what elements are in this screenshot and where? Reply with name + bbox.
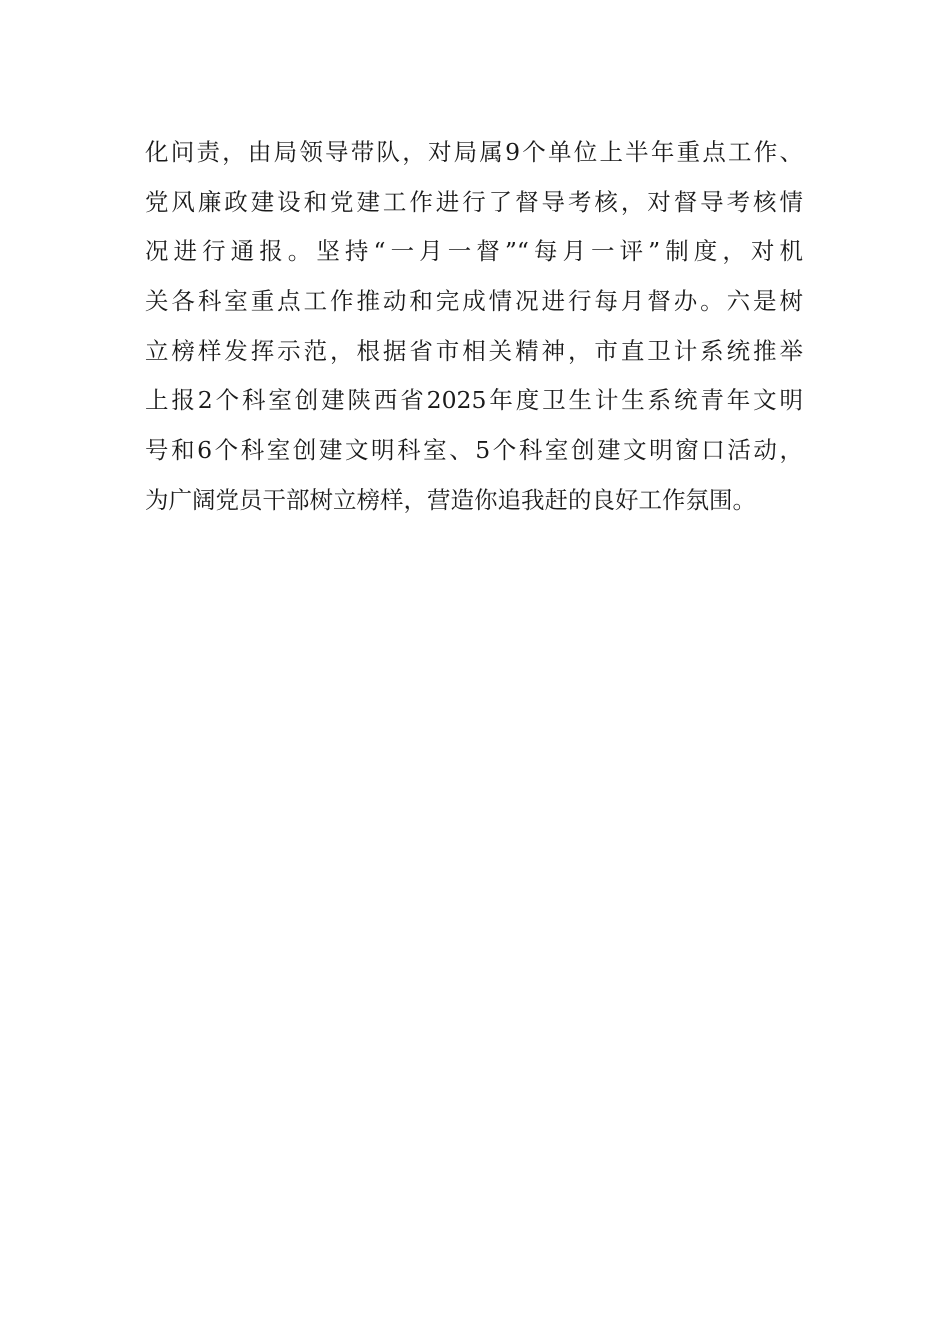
paragraph-line: 关各科室重点工作推动和完成情况进行每月督办。六是树 <box>145 287 803 316</box>
paragraph-line: 党风廉政建设和党建工作进行了督导考核，对督导考核情 <box>145 187 803 216</box>
body-paragraph <box>145 128 810 526</box>
paragraph-line: 上报2个科室创建陕西省2025年度卫生计生系统青年文明 <box>145 386 803 415</box>
paragraph-line: 立榜样发挥示范，根据省市相关精神，市直卫计系统推举 <box>145 336 803 365</box>
paragraph-line: 化问责，由局领导带队，对局属9个单位上半年重点工作、 <box>145 138 803 166</box>
paragraph-line: 况进行通报。坚持“一月一督”“每月一评”制度，对机 <box>145 237 803 266</box>
paragraph-line: 号和6个科室创建文明科室、5个科室创建文明窗口活动， <box>145 436 803 465</box>
paragraph-line: 为广阔党员干部树立榜样，营造你追我赶的良好工作氛围。 <box>145 485 756 514</box>
